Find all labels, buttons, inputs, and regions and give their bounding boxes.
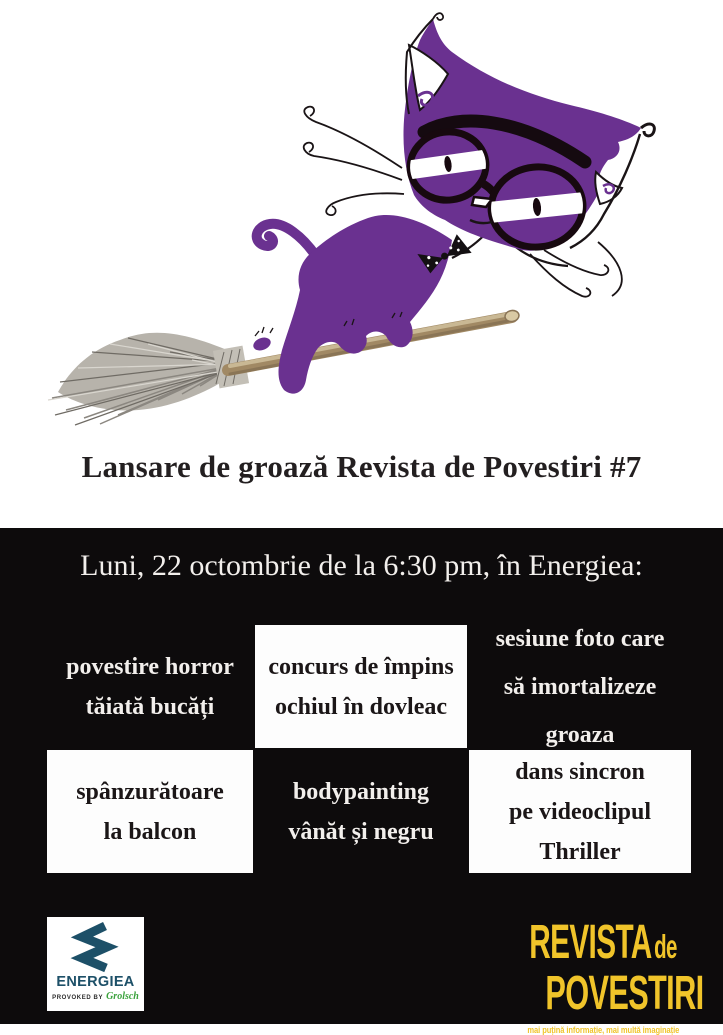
energiea-sub-line bbox=[52, 991, 139, 1002]
mask-tip-curl bbox=[641, 124, 654, 136]
activities-grid bbox=[47, 625, 691, 873]
activity-line: spânzurătoare bbox=[76, 778, 224, 805]
activity-line: groaza bbox=[545, 721, 615, 748]
provoked-by-label: PROVOKED BY bbox=[52, 995, 104, 1001]
revista-tagline: mai puțină informație, mai multă imaginație bbox=[527, 1025, 680, 1035]
broom-bristles-icon bbox=[48, 333, 249, 425]
activity-cell bbox=[255, 750, 467, 873]
cat-tail bbox=[257, 224, 316, 256]
grolsch-wordmark: Grolsch bbox=[106, 991, 139, 1002]
activity-line: ochiul în dovleac bbox=[274, 693, 448, 720]
activity-line: vânăt și negru bbox=[288, 818, 434, 845]
activity-cell bbox=[47, 750, 253, 873]
energiea-wordmark: ENERGIEA bbox=[56, 974, 135, 990]
poster-title: Lansare de groază Revista de Povestiri #7 bbox=[81, 449, 642, 484]
activity-cell bbox=[469, 625, 691, 748]
revista-word: REVISTA bbox=[529, 916, 652, 969]
cat-on-broom-illustration bbox=[0, 0, 723, 450]
event-datetime: Luni, 22 octombrie de la 6:30 pm, în Energiea: bbox=[80, 549, 643, 582]
activity-cell bbox=[255, 625, 467, 748]
cat-head-mask bbox=[399, 13, 654, 251]
activity-line: la balcon bbox=[103, 818, 197, 845]
revista-line1 bbox=[529, 916, 677, 969]
activity-line: povestire horror bbox=[66, 653, 234, 680]
activity-line: bodypainting bbox=[292, 778, 430, 805]
revista-de-povestiri-logo bbox=[513, 916, 704, 1035]
activity-line: pe videoclipul bbox=[508, 798, 652, 825]
activity-cell bbox=[469, 750, 691, 873]
activity-line: tăiată bucăți bbox=[85, 693, 215, 720]
energiea-zigzag-icon bbox=[73, 922, 119, 972]
cat-front-paw bbox=[251, 335, 272, 352]
activity-line: dans sincron bbox=[515, 758, 645, 785]
activity-line: sesiune foto care bbox=[495, 625, 665, 652]
activity-cell bbox=[47, 625, 253, 748]
activity-line: concurs de împins bbox=[268, 653, 454, 680]
de-word: de bbox=[654, 928, 677, 965]
activity-line: Thriller bbox=[539, 838, 621, 865]
details-section bbox=[0, 528, 723, 1035]
povestiri-word: POVESTIRI bbox=[545, 967, 704, 1020]
activity-line: să imortalizeze bbox=[503, 673, 657, 700]
energiea-logo bbox=[47, 917, 144, 1011]
cat-body bbox=[251, 215, 452, 394]
